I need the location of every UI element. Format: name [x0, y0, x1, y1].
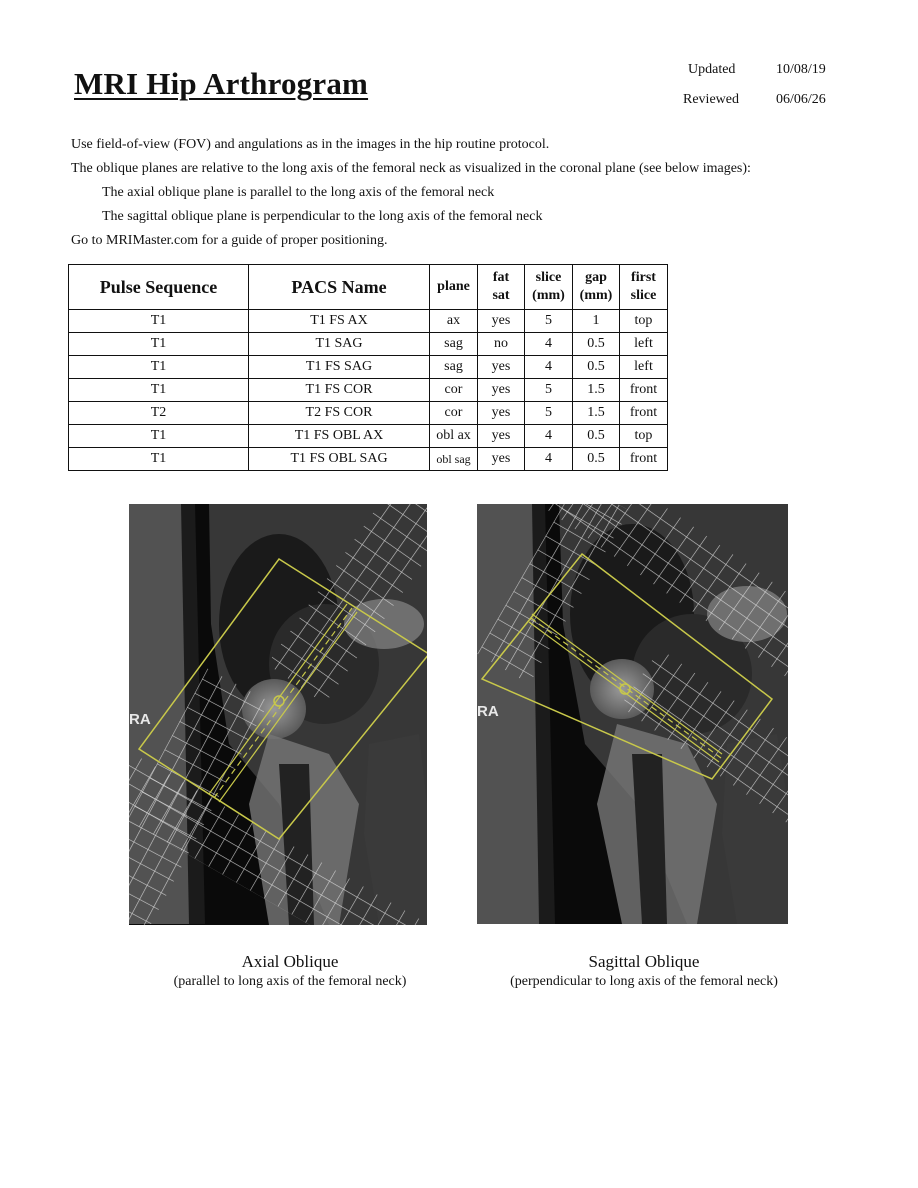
updated-row — [688, 62, 848, 80]
cell-gap: 1.5 — [573, 379, 620, 402]
cell-first: front — [620, 379, 668, 402]
cell-slice: 4 — [525, 333, 573, 356]
header-slice-line2: (mm) — [532, 288, 565, 303]
cell-gap: 0.5 — [573, 448, 620, 471]
axial-oblique-subtitle: (parallel to long axis of the femoral neck) — [173, 974, 407, 989]
axial-oblique-title: Axial Oblique — [241, 952, 339, 971]
cell-plane: cor — [430, 402, 478, 425]
header-fat-sat-line1: fat — [492, 270, 510, 285]
cell-first: top — [620, 310, 668, 333]
intro-line: The sagittal oblique plane is perpendicular to the long axis of the femoral neck — [102, 209, 543, 224]
header-pacs-name: PACS Name — [249, 265, 430, 310]
cell-slice: 4 — [525, 448, 573, 471]
sagittal-oblique-drawing — [477, 504, 788, 924]
sagittal-oblique-mri-image — [477, 504, 788, 924]
intro-line: Use field-of-view (FOV) and angulations as in the images in the hip routine protocol. — [71, 137, 550, 152]
cell-gap: 1 — [573, 310, 620, 333]
table-row — [69, 448, 668, 471]
cell-slice: 5 — [525, 379, 573, 402]
sagittal-oblique-orientation-label: RA — [477, 703, 499, 720]
cell-slice: 4 — [525, 356, 573, 379]
cell-slice: 4 — [525, 425, 573, 448]
cell-plane: obl sag — [430, 448, 478, 471]
updated-label: Updated — [688, 62, 736, 77]
sagittal-oblique-subtitle: (perpendicular to long axis of the femoral neck) — [510, 974, 778, 989]
cell-slice: 5 — [525, 310, 573, 333]
table-row — [69, 379, 668, 402]
table-row — [69, 402, 668, 425]
intro-line: The axial oblique plane is parallel to the long axis of the femoral neck — [102, 185, 495, 200]
page-title: MRI Hip Arthrogram — [74, 66, 369, 101]
cell-plane: ax — [430, 310, 478, 333]
intro-text — [71, 133, 751, 253]
header-first-slice — [620, 265, 668, 310]
table-row — [69, 356, 668, 379]
cell-plane: sag — [430, 356, 478, 379]
cell-pulse: T1 — [69, 356, 249, 379]
cell-pulse: T1 — [69, 448, 249, 471]
cell-fat: yes — [478, 356, 525, 379]
cell-first: left — [620, 356, 668, 379]
cell-pulse: T2 — [69, 402, 249, 425]
header-fat-sat — [478, 265, 525, 310]
axial-oblique-mri-image — [129, 504, 427, 925]
header-plane: plane — [430, 265, 478, 310]
cell-pacs: T1 FS OBL SAG — [249, 448, 430, 471]
cell-fat: yes — [478, 379, 525, 402]
axial-oblique-orientation-label: RA — [129, 711, 151, 728]
cell-slice: 5 — [525, 402, 573, 425]
reviewed-row — [683, 92, 843, 110]
cell-pacs: T2 FS COR — [249, 402, 430, 425]
cell-gap: 1.5 — [573, 402, 620, 425]
header-first-slice-line1: first — [631, 270, 656, 285]
cell-pulse: T1 — [69, 379, 249, 402]
cell-fat: yes — [478, 310, 525, 333]
cell-plane: sag — [430, 333, 478, 356]
cell-fat: no — [478, 333, 525, 356]
cell-plane: obl ax — [430, 425, 478, 448]
updated-date: 10/08/19 — [776, 62, 826, 77]
cell-first: front — [620, 448, 668, 471]
cell-first: top — [620, 425, 668, 448]
cell-gap: 0.5 — [573, 425, 620, 448]
header-gap — [573, 265, 620, 310]
sequence-table — [68, 264, 668, 471]
intro-line: The oblique planes are relative to the long axis of the femoral neck as visualized in the coronal plane (see below images): — [71, 161, 751, 176]
table-row — [69, 333, 668, 356]
header-gap-line1: gap — [585, 270, 607, 285]
cell-pacs: T1 SAG — [249, 333, 430, 356]
cell-fat: yes — [478, 425, 525, 448]
header-first-slice-line2: slice — [630, 288, 657, 303]
cell-pacs: T1 FS AX — [249, 310, 430, 333]
cell-pulse: T1 — [69, 310, 249, 333]
table-row — [69, 425, 668, 448]
sagittal-oblique-title: Sagittal Oblique — [588, 952, 700, 971]
intro-line: Go to MRIMaster.com for a guide of proper positioning. — [71, 233, 388, 248]
sagittal-oblique-caption — [472, 951, 816, 991]
axial-oblique-drawing — [129, 504, 427, 925]
header-slice-line1: slice — [535, 270, 562, 285]
cell-first: left — [620, 333, 668, 356]
cell-pulse: T1 — [69, 333, 249, 356]
header-gap-line2: (mm) — [579, 288, 613, 303]
header-pulse-sequence: Pulse Sequence — [69, 265, 249, 310]
header-slice — [525, 265, 573, 310]
cell-gap: 0.5 — [573, 333, 620, 356]
axial-oblique-caption — [130, 951, 450, 991]
cell-gap: 0.5 — [573, 356, 620, 379]
cell-fat: yes — [478, 402, 525, 425]
table-row — [69, 310, 668, 333]
table-header-row — [69, 265, 668, 310]
cell-pulse: T1 — [69, 425, 249, 448]
cell-first: front — [620, 402, 668, 425]
cell-fat: yes — [478, 448, 525, 471]
cell-pacs: T1 FS SAG — [249, 356, 430, 379]
cell-pacs: T1 FS COR — [249, 379, 430, 402]
cell-pacs: T1 FS OBL AX — [249, 425, 430, 448]
header-fat-sat-line2: sat — [492, 288, 510, 303]
reviewed-date: 06/06/26 — [776, 92, 826, 107]
reviewed-label: Reviewed — [683, 92, 739, 107]
cell-plane: cor — [430, 379, 478, 402]
